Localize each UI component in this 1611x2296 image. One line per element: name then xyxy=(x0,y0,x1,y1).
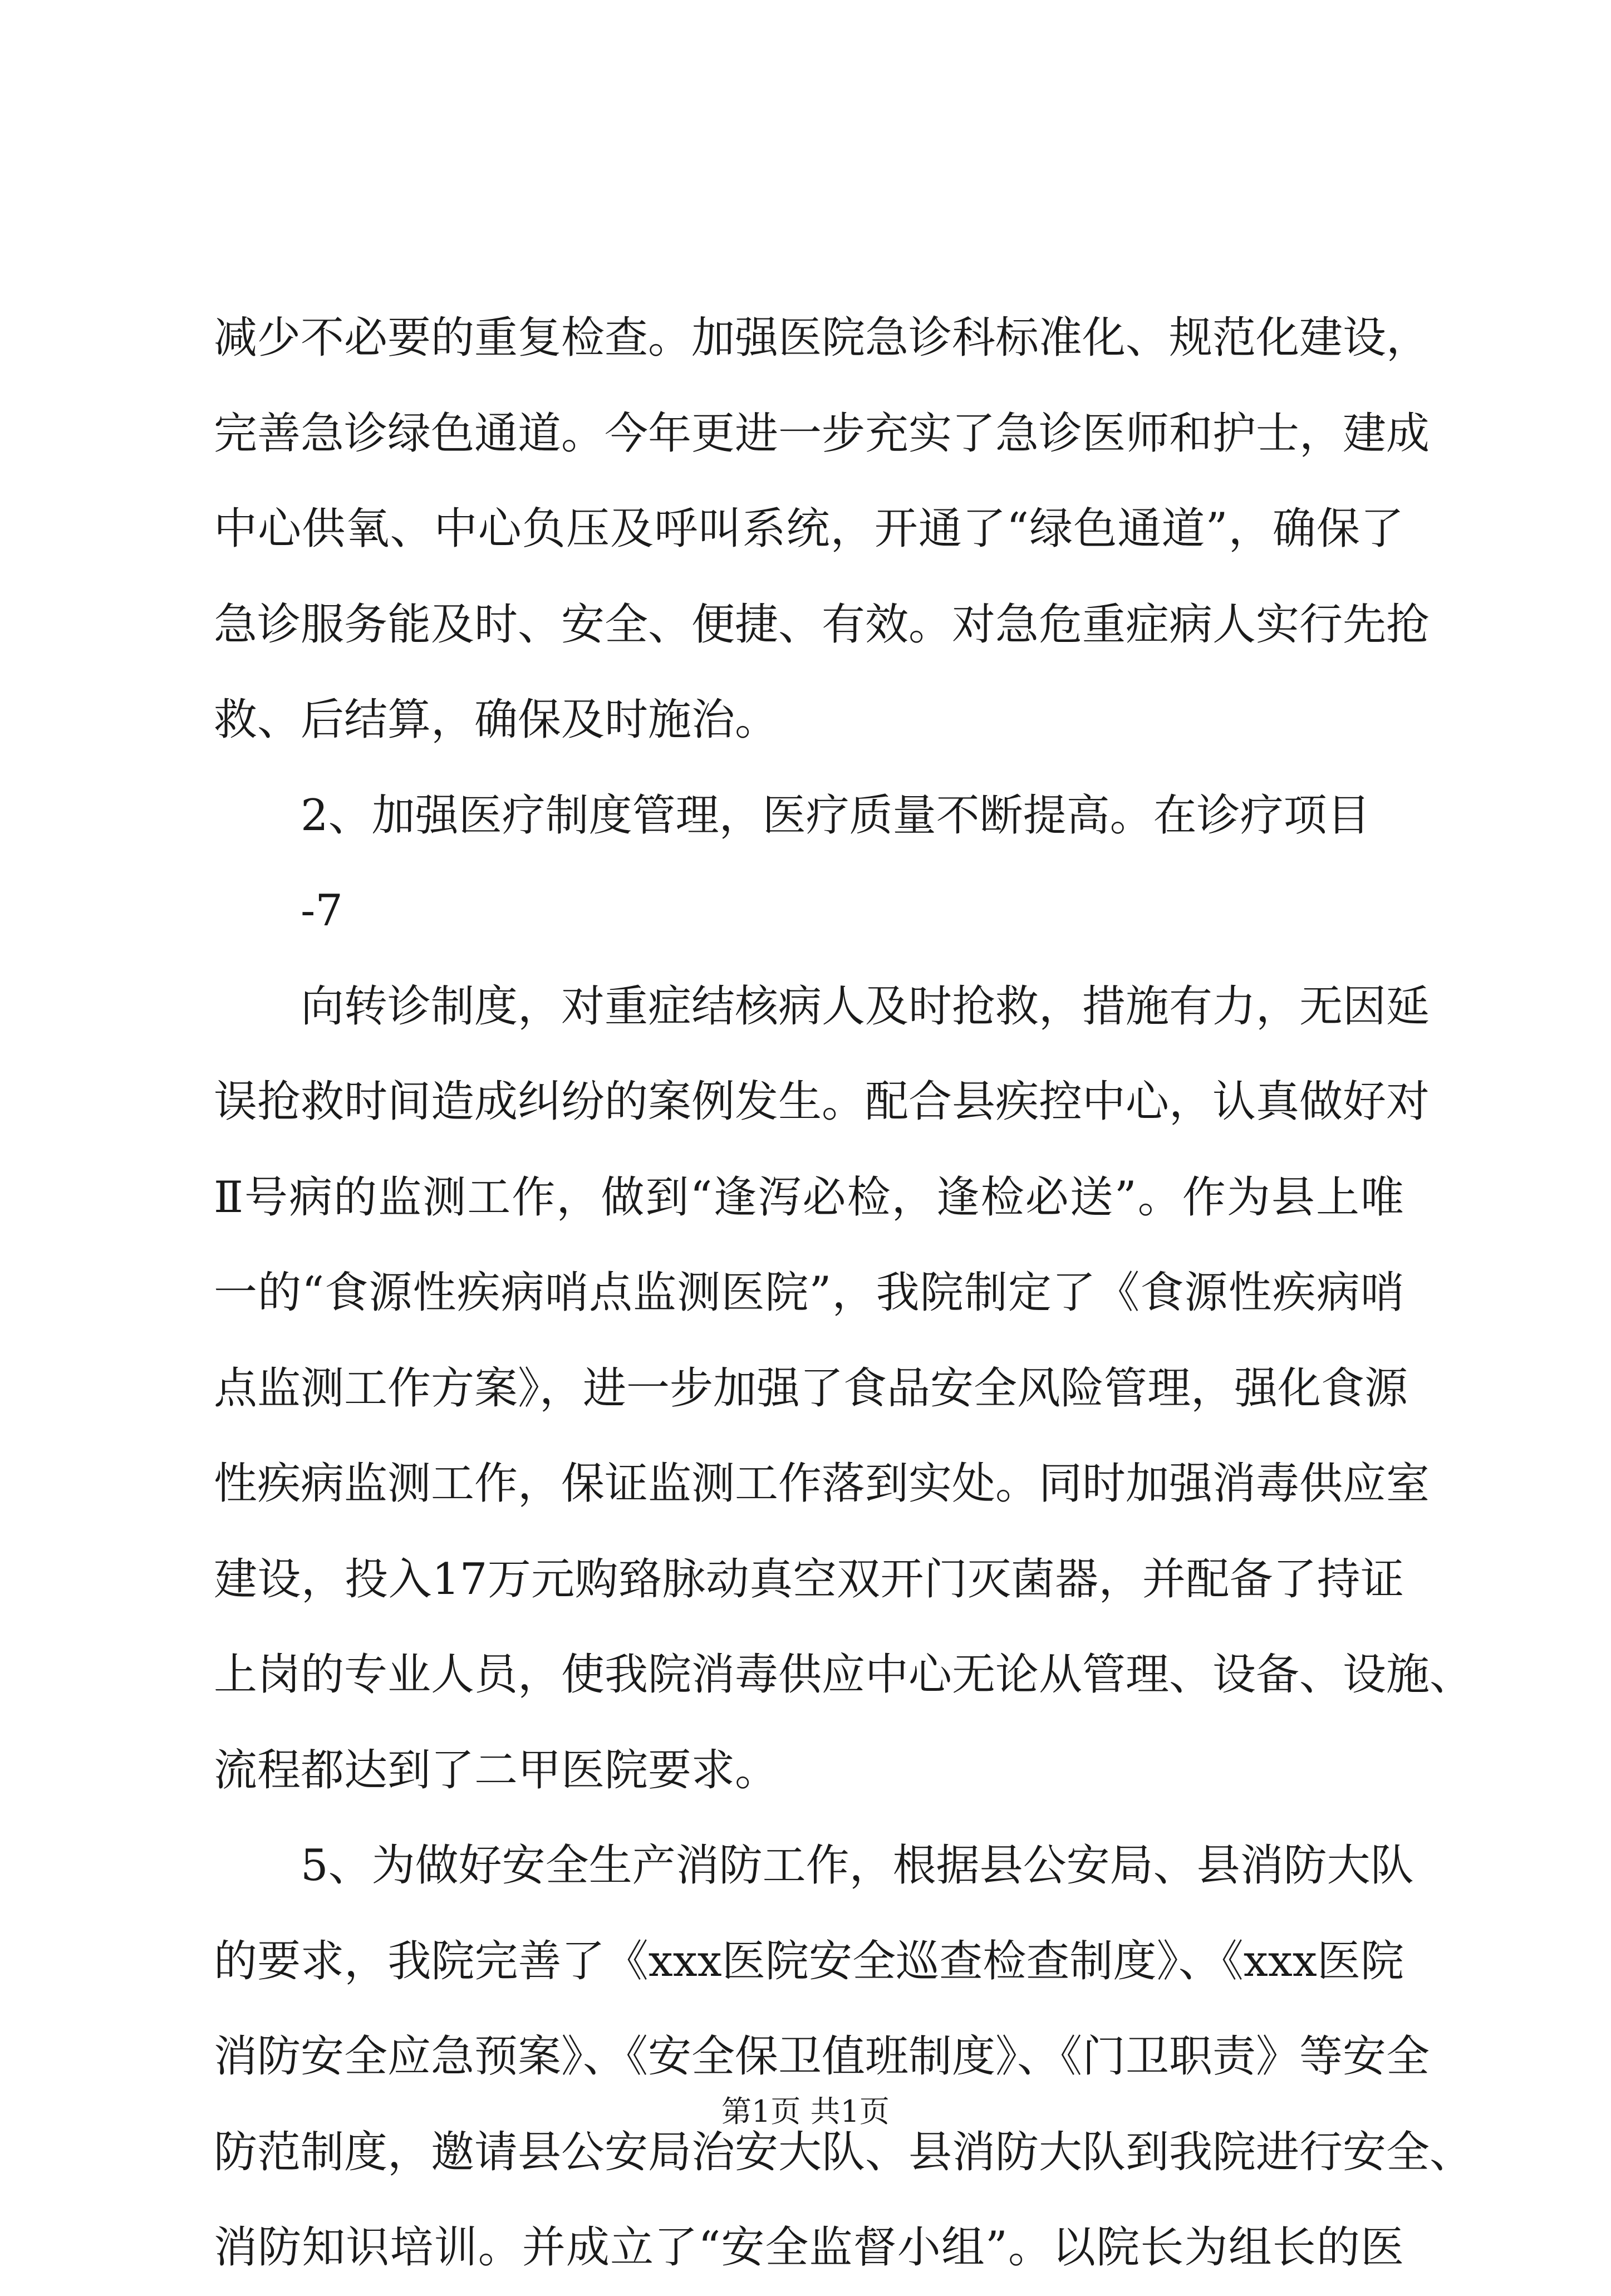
section-heading-line: 2、加强医疗制度管理，医疗质量不断提高。在诊疗项目 xyxy=(301,790,1371,841)
text-line: 救、后结算，确保及时施治。 xyxy=(214,695,779,745)
text-line: 消防安全应急预案》、《安全保卫值班制度》、《门卫职责》等安全 xyxy=(214,2032,1430,2082)
text-line: 流程都达到了二甲医院要求。 xyxy=(214,1745,779,1795)
text-line: 中心供氧、中心负压及呼叫系统，开通了“绿色通道”，确保了 xyxy=(214,504,1404,554)
text-line: 完善急诊绿色通道。今年更进一步充实了急诊医师和护士，建成 xyxy=(214,408,1430,459)
section-heading-line: 5、为做好安全生产消防工作，根据县公安局、县消防大队 xyxy=(301,1841,1414,1891)
page-footer: 第1页 共1页 xyxy=(721,2094,890,2129)
text-line: 减少不必要的重复检查。加强医院急诊科标准化、规范化建设， xyxy=(214,313,1430,363)
text-line: 点监测工作方案》，进一步加强了食品安全风险管理，强化食源 xyxy=(214,1363,1408,1414)
text-line: 上岗的专业人员，使我院消毒供应中心无论从管理、设备、设施、 xyxy=(214,1650,1474,1700)
text-line: 建设，投入17万元购臵脉动真空双开门灭菌器，并配备了持证 xyxy=(214,1554,1404,1605)
text-line: 急诊服务能及时、安全、便捷、有效。对急危重症病人实行先抢 xyxy=(214,599,1430,650)
text-line: 防范制度，邀请县公安局治安大队、县消防大队到我院进行安全、 xyxy=(214,2127,1474,2177)
document-body xyxy=(214,291,1474,2296)
text-line: 性疾病监测工作，保证监测工作落到实处。同时加强消毒供应室 xyxy=(214,1459,1430,1509)
text-line: Ⅱ号病的监测工作，做到“逢泻必检，逢检必送”。作为县上唯 xyxy=(214,1172,1404,1223)
text-line: 误抢救时间造成纠纷的案例发生。配合县疾控中心，认真做好对 xyxy=(214,1077,1430,1127)
text-line: 消防知识培训。并成立了“安全监督小组”。以院长为组长的医 xyxy=(214,2223,1404,2273)
text-line: 向转诊制度，对重症结核病人及时抢救，措施有力，无因延 xyxy=(301,981,1430,1032)
text-line: 一的“食源性疾病哨点监测医院”，我院制定了《食源性疾病哨 xyxy=(214,1268,1404,1318)
page-fragment-marker: -7 xyxy=(301,886,343,936)
text-line: 的要求，我院完善了《xxx医院安全巡查检查制度》、《xxx医院 xyxy=(214,1936,1404,1986)
